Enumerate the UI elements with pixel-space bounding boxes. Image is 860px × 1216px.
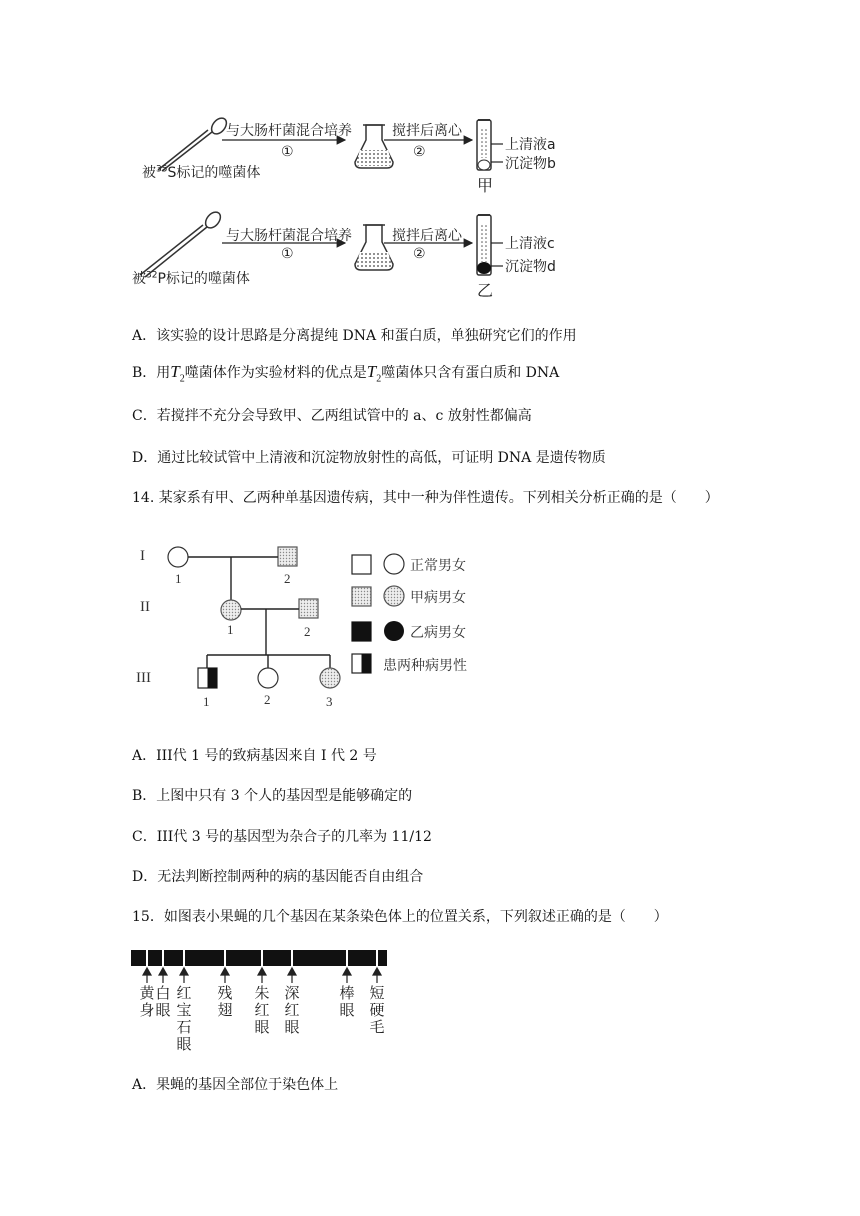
q14-option-a: A．III代 1 号的致病基因来自 I 代 2 号 [132, 748, 377, 764]
step1-label-row1: 与大肠杆菌混合培养 [226, 123, 352, 139]
legend-jia-label: 甲病男女 [410, 590, 466, 606]
gene-label-2: 红宝石眼 [176, 984, 192, 1053]
chromosome-bar [131, 950, 387, 966]
chromosome-map [0, 945, 860, 985]
q13-option-d: D．通过比较试管中上清液和沉淀物放射性的高低，可证明 DNA 是遗传物质 [132, 450, 606, 466]
num-I-1: 1 [175, 571, 182, 586]
q14-option-d: D．无法判断控制两种的病的基因能否自由组合 [132, 869, 424, 885]
legend-normal-female [384, 554, 404, 574]
gene-label-0: 黄身 [139, 984, 155, 1019]
II-1-female-jia [221, 600, 241, 620]
I-2-male-jia [278, 547, 297, 566]
num-II-2: 2 [304, 624, 311, 639]
legend-yi-label: 乙病男女 [410, 625, 466, 641]
I-1-female-normal [168, 547, 188, 567]
tube-yi-label: 乙 [477, 281, 494, 300]
step1-label-row2: 与大肠杆菌混合培养 [226, 228, 352, 244]
legend-normal-label: 正常男女 [410, 558, 466, 574]
q14-option-c: C．III代 3 号的基因型为杂合子的几率为 11/12 [132, 829, 432, 845]
phage-experiment-diagram [0, 0, 860, 300]
legend-jia-male [352, 587, 371, 606]
gene-label-1: 白眼 [155, 984, 171, 1019]
tube-yi [477, 215, 491, 275]
legend-yi-female [384, 621, 404, 641]
gen-label-III: III [136, 670, 151, 686]
step1-num-row2: ① [281, 246, 294, 262]
step2-num-row1: ② [413, 144, 426, 160]
q13-option-b: B．用$T_2$噬菌体作为实验材料的优点是$T_2$噬菌体只含有蛋白质和 DNA [132, 362, 560, 385]
gene-label-4: 朱红眼 [254, 984, 270, 1036]
II-2-male-jia [299, 599, 318, 618]
sediment-d: 沉淀物d [505, 259, 556, 275]
tube-jia [477, 120, 491, 170]
legend-both-label: 患两种病男性 [383, 658, 467, 674]
phage-pipette-row2 [140, 209, 223, 277]
q13-option-c: C．若搅拌不充分会导致甲、乙两组试管中的 a、c 放射性都偏高 [132, 408, 532, 424]
supernatant-a: 上清液a [505, 137, 556, 153]
step2-label-row2: 搅拌后离心 [392, 228, 462, 244]
q14-stem: 14. 某家系有甲、乙两种单基因遗传病，其中一种为伴性遗传。下列相关分析正确的是（ ） [132, 490, 719, 506]
gen-label-I: I [140, 548, 145, 564]
step2-label-row1: 搅拌后离心 [392, 123, 462, 139]
gene-label-5: 深红眼 [284, 984, 300, 1036]
gene-label-6: 棒眼 [339, 984, 355, 1019]
legend-jia-female [384, 586, 404, 606]
flask-row1 [355, 125, 393, 168]
step2-num-row2: ② [413, 246, 426, 262]
legend-yi-male [352, 622, 371, 641]
num-I-2: 2 [284, 571, 291, 586]
num-III-3: 3 [326, 694, 333, 709]
num-III-2: 2 [264, 692, 271, 707]
gene-label-7: 短硬毛 [369, 984, 385, 1036]
num-III-1: 1 [203, 694, 210, 709]
q14-option-b: B．上图中只有 3 个人的基因型是能够确定的 [132, 788, 413, 804]
phage-label-row2: 被$^{32}$P标记的噬菌体 [132, 270, 250, 287]
q13-option-a: A．该实验的设计思路是分离提纯 DNA 和蛋白质，单独研究它们的作用 [132, 328, 577, 344]
q15-stem: 15．如图表小果蝇的几个基因在某条染色体上的位置关系，下列叙述正确的是（ ） [132, 909, 668, 925]
flask-row2 [355, 225, 393, 270]
q15-option-a: A．果蝇的基因全部位于染色体上 [132, 1077, 339, 1093]
III-3-female-jia [320, 668, 340, 688]
phage-label-row1: 被$^{35}$S标记的噬菌体 [142, 164, 261, 181]
tube-jia-label: 甲 [477, 176, 494, 195]
III-2-female-normal [258, 668, 278, 688]
supernatant-c: 上清液c [505, 236, 555, 252]
gene-label-3: 残翅 [217, 984, 233, 1019]
step1-num-row1: ① [281, 144, 294, 160]
num-II-1: 1 [227, 622, 234, 637]
legend-normal-male [352, 555, 371, 574]
gen-label-II: II [140, 599, 150, 615]
sediment-b: 沉淀物b [505, 156, 556, 172]
